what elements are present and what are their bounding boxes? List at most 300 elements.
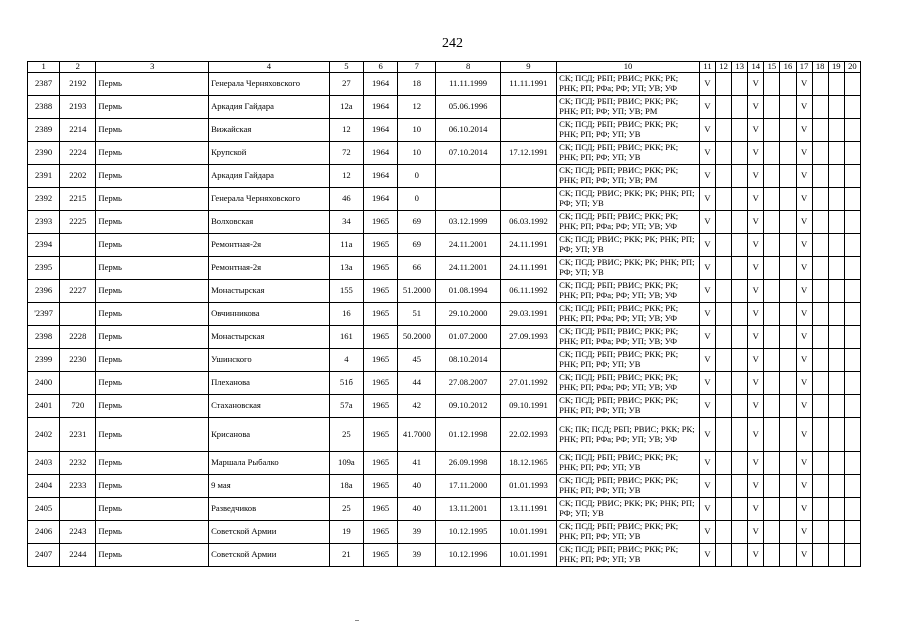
mark-cell-14: V [748, 188, 764, 211]
mark-cell-20 [844, 418, 860, 452]
street-cell: Аркадия Гайдара [209, 165, 330, 188]
mark-cell-13 [732, 395, 748, 418]
mark-cell-17: V [796, 234, 812, 257]
mark-cell-14: V [748, 142, 764, 165]
street-cell: Плеханова [209, 372, 330, 395]
city-cell: Пермь [96, 475, 209, 498]
city-cell: Пермь [96, 326, 209, 349]
street-cell: Монастырская [209, 280, 330, 303]
mark-cell-18 [812, 395, 828, 418]
date-1-cell [436, 165, 500, 188]
city-cell: Пермь [96, 544, 209, 567]
mark-cell-18 [812, 475, 828, 498]
column-7-cell: 50.2000 [398, 326, 436, 349]
year-cell: 1965 [363, 521, 397, 544]
column-header-20: 20 [844, 62, 860, 73]
mark-cell-20 [844, 521, 860, 544]
table-row [28, 475, 861, 498]
column-7-cell: 45 [398, 349, 436, 372]
house-number-cell: 51б [329, 372, 363, 395]
mark-cell-16 [780, 142, 796, 165]
mark-cell-11: V [699, 521, 715, 544]
column-header-19: 19 [828, 62, 844, 73]
mark-cell-16 [780, 165, 796, 188]
mark-cell-17: V [796, 119, 812, 142]
mark-cell-15 [764, 211, 780, 234]
mark-cell-14: V [748, 452, 764, 475]
mark-cell-15 [764, 188, 780, 211]
mark-cell-16 [780, 521, 796, 544]
mark-cell-16 [780, 498, 796, 521]
codes-cell: СК; ПСД; РВИС; РКК; РК; РНК; РП; РФ; УП; УВ [557, 234, 700, 257]
mark-cell-14: V [748, 475, 764, 498]
mark-cell-16 [780, 372, 796, 395]
mark-cell-20 [844, 119, 860, 142]
mark-cell-19 [828, 234, 844, 257]
column-7-cell: 44 [398, 372, 436, 395]
date-2-cell: 10.01.1991 [500, 521, 556, 544]
mark-cell-17: V [796, 280, 812, 303]
mark-cell-13 [732, 326, 748, 349]
street-cell: Крупской [209, 142, 330, 165]
codes-cell: СК; ПСД; РБП; РВИС; РКК; РК; РНК; РП; РФ; УП; УВ [557, 349, 700, 372]
row-number-cell: 2390 [28, 142, 60, 165]
codes-cell: СК; ПСД; РВИС; РКК; РК; РНК; РП; РФ; УП; УВ [557, 188, 700, 211]
column-7-cell: 10 [398, 119, 436, 142]
housing-register-table [27, 61, 861, 567]
mark-cell-16 [780, 234, 796, 257]
mark-cell-18 [812, 188, 828, 211]
mark-cell-17: V [796, 188, 812, 211]
id-cell: 2214 [60, 119, 96, 142]
id-cell: 2244 [60, 544, 96, 567]
mark-cell-11: V [699, 326, 715, 349]
mark-cell-15 [764, 418, 780, 452]
mark-cell-20 [844, 165, 860, 188]
date-1-cell: 06.10.2014 [436, 119, 500, 142]
date-1-cell: 08.10.2014 [436, 349, 500, 372]
date-1-cell: 01.08.1994 [436, 280, 500, 303]
mark-cell-15 [764, 303, 780, 326]
year-cell: 1965 [363, 452, 397, 475]
street-cell: Крисанова [209, 418, 330, 452]
mark-cell-11: V [699, 234, 715, 257]
mark-cell-15 [764, 142, 780, 165]
city-cell: Пермь [96, 395, 209, 418]
mark-cell-20 [844, 544, 860, 567]
mark-cell-12 [716, 418, 732, 452]
mark-cell-11: V [699, 257, 715, 280]
house-number-cell: 72 [329, 142, 363, 165]
mark-cell-11: V [699, 165, 715, 188]
date-2-cell [500, 188, 556, 211]
table-row [28, 211, 861, 234]
column-header-6: 6 [363, 62, 397, 73]
street-cell: Маршала Рыбалко [209, 452, 330, 475]
street-cell: Советской Армии [209, 544, 330, 567]
row-number-cell: 2394 [28, 234, 60, 257]
mark-cell-13 [732, 521, 748, 544]
mark-cell-15 [764, 521, 780, 544]
mark-cell-16 [780, 349, 796, 372]
mark-cell-14: V [748, 280, 764, 303]
mark-cell-18 [812, 521, 828, 544]
mark-cell-19 [828, 395, 844, 418]
mark-cell-13 [732, 303, 748, 326]
mark-cell-19 [828, 475, 844, 498]
mark-cell-13 [732, 188, 748, 211]
mark-cell-17: V [796, 452, 812, 475]
mark-cell-13 [732, 280, 748, 303]
id-cell: 2202 [60, 165, 96, 188]
column-7-cell: 0 [398, 188, 436, 211]
city-cell: Пермь [96, 452, 209, 475]
mark-cell-11: V [699, 544, 715, 567]
id-cell [60, 303, 96, 326]
street-cell: Генерала Черняховского [209, 188, 330, 211]
mark-cell-16 [780, 326, 796, 349]
date-1-cell: 01.07.2000 [436, 326, 500, 349]
mark-cell-13 [732, 372, 748, 395]
house-number-cell: 161 [329, 326, 363, 349]
mark-cell-17: V [796, 257, 812, 280]
date-2-cell: 10.01.1991 [500, 544, 556, 567]
mark-cell-20 [844, 475, 860, 498]
mark-cell-12 [716, 544, 732, 567]
mark-cell-15 [764, 395, 780, 418]
date-1-cell [436, 188, 500, 211]
mark-cell-19 [828, 119, 844, 142]
date-2-cell: 01.01.1993 [500, 475, 556, 498]
codes-cell: СК; ПСД; РБП; РВИС; РКК; РК; РНК; РП; РФа; РФ; УП; УВ; УФ [557, 280, 700, 303]
id-cell: 2230 [60, 349, 96, 372]
mark-cell-19 [828, 165, 844, 188]
codes-cell: СК; ПСД; РБП; РВИС; РКК; РК; РНК; РП; РФа; РФ; УП; УВ; УФ [557, 326, 700, 349]
city-cell: Пермь [96, 165, 209, 188]
mark-cell-18 [812, 211, 828, 234]
year-cell: 1965 [363, 372, 397, 395]
row-number-cell: 2392 [28, 188, 60, 211]
date-1-cell: 05.06.1996 [436, 96, 500, 119]
mark-cell-13 [732, 418, 748, 452]
mark-cell-19 [828, 73, 844, 96]
date-1-cell: 03.12.1999 [436, 211, 500, 234]
house-number-cell: 12 [329, 119, 363, 142]
mark-cell-13 [732, 475, 748, 498]
mark-cell-15 [764, 73, 780, 96]
date-2-cell [500, 96, 556, 119]
city-cell: Пермь [96, 280, 209, 303]
mark-cell-12 [716, 372, 732, 395]
row-number-cell: 2398 [28, 326, 60, 349]
codes-cell: СК; ПСД; РБП; РВИС; РКК; РК; РНК; РП; РФ; УП; УВ [557, 544, 700, 567]
row-number-cell: 2387 [28, 73, 60, 96]
mark-cell-15 [764, 234, 780, 257]
table-row [28, 257, 861, 280]
mark-cell-16 [780, 280, 796, 303]
mark-cell-19 [828, 211, 844, 234]
mark-cell-19 [828, 544, 844, 567]
date-1-cell: 24.11.2001 [436, 257, 500, 280]
id-cell [60, 234, 96, 257]
mark-cell-16 [780, 257, 796, 280]
street-cell: Разведчиков [209, 498, 330, 521]
mark-cell-12 [716, 521, 732, 544]
column-7-cell: 41.7000 [398, 418, 436, 452]
mark-cell-16 [780, 119, 796, 142]
mark-cell-16 [780, 395, 796, 418]
column-header-8: 8 [436, 62, 500, 73]
house-number-cell: 25 [329, 498, 363, 521]
mark-cell-19 [828, 303, 844, 326]
mark-cell-18 [812, 234, 828, 257]
date-2-cell [500, 165, 556, 188]
mark-cell-18 [812, 73, 828, 96]
mark-cell-20 [844, 73, 860, 96]
mark-cell-19 [828, 521, 844, 544]
mark-cell-18 [812, 498, 828, 521]
mark-cell-17: V [796, 521, 812, 544]
mark-cell-12 [716, 119, 732, 142]
codes-cell: СК; ПСД; РБП; РВИС; РКК; РК; РНК; РП; РФа; РФ; УП; УВ; УФ [557, 303, 700, 326]
mark-cell-13 [732, 211, 748, 234]
mark-cell-14: V [748, 395, 764, 418]
date-1-cell: 09.10.2012 [436, 395, 500, 418]
date-2-cell [500, 349, 556, 372]
year-cell: 1965 [363, 280, 397, 303]
column-header-2: 2 [60, 62, 96, 73]
column-7-cell: 40 [398, 498, 436, 521]
table-row [28, 418, 861, 452]
house-number-cell: 25 [329, 418, 363, 452]
mark-cell-14: V [748, 372, 764, 395]
year-cell: 1965 [363, 544, 397, 567]
mark-cell-18 [812, 372, 828, 395]
year-cell: 1965 [363, 257, 397, 280]
mark-cell-15 [764, 326, 780, 349]
table-row [28, 73, 861, 96]
house-number-cell: 11а [329, 234, 363, 257]
mark-cell-20 [844, 372, 860, 395]
house-number-cell: 21 [329, 544, 363, 567]
mark-cell-20 [844, 280, 860, 303]
year-cell: 1965 [363, 326, 397, 349]
city-cell: Пермь [96, 96, 209, 119]
mark-cell-20 [844, 452, 860, 475]
mark-cell-13 [732, 119, 748, 142]
column-7-cell: 10 [398, 142, 436, 165]
mark-cell-16 [780, 211, 796, 234]
mark-cell-19 [828, 96, 844, 119]
mark-cell-18 [812, 544, 828, 567]
column-7-cell: 51.2000 [398, 280, 436, 303]
table-row [28, 326, 861, 349]
row-number-cell: 2388 [28, 96, 60, 119]
mark-cell-17: V [796, 73, 812, 96]
row-number-cell: 2399 [28, 349, 60, 372]
page-number: 242 [442, 36, 463, 51]
mark-cell-18 [812, 142, 828, 165]
mark-cell-19 [828, 280, 844, 303]
date-1-cell: 26.09.1998 [436, 452, 500, 475]
mark-cell-20 [844, 349, 860, 372]
date-2-cell: 18.12.1965 [500, 452, 556, 475]
mark-cell-15 [764, 452, 780, 475]
year-cell: 1965 [363, 234, 397, 257]
codes-cell: СК; ПСД; РБП; РВИС; РКК; РК; РНК; РП; РФ; УП; УВ [557, 521, 700, 544]
year-cell: 1965 [363, 395, 397, 418]
date-2-cell: 06.11.1992 [500, 280, 556, 303]
table-row [28, 349, 861, 372]
mark-cell-12 [716, 142, 732, 165]
mark-cell-12 [716, 73, 732, 96]
mark-cell-13 [732, 73, 748, 96]
table-row [28, 165, 861, 188]
mark-cell-20 [844, 142, 860, 165]
mark-cell-11: V [699, 211, 715, 234]
table-row [28, 452, 861, 475]
codes-cell: СК; ПСД; РБП; РВИС; РКК; РК; РНК; РП; РФа; РФ; УП; УВ; УФ [557, 73, 700, 96]
mark-cell-11: V [699, 349, 715, 372]
id-cell [60, 498, 96, 521]
row-number-cell: 2407 [28, 544, 60, 567]
mark-cell-18 [812, 349, 828, 372]
street-cell: Ремонтная-2я [209, 234, 330, 257]
house-number-cell: 18а [329, 475, 363, 498]
mark-cell-12 [716, 280, 732, 303]
house-number-cell: 13а [329, 257, 363, 280]
mark-cell-18 [812, 257, 828, 280]
column-header-12: 12 [716, 62, 732, 73]
city-cell: Пермь [96, 349, 209, 372]
mark-cell-17: V [796, 395, 812, 418]
mark-cell-17: V [796, 96, 812, 119]
house-number-cell: 12а [329, 96, 363, 119]
year-cell: 1964 [363, 188, 397, 211]
codes-cell: СК; ПСД; РБП; РВИС; РКК; РК; РНК; РП; РФ; УП; УВ; РМ [557, 96, 700, 119]
street-cell: Аркадия Гайдара [209, 96, 330, 119]
mark-cell-15 [764, 372, 780, 395]
mark-cell-15 [764, 544, 780, 567]
city-cell: Пермь [96, 142, 209, 165]
date-2-cell: 17.12.1991 [500, 142, 556, 165]
codes-cell: СК; ПСД; РВИС; РКК; РК; РНК; РП; РФ; УП; УВ [557, 498, 700, 521]
street-cell: Овчинникова [209, 303, 330, 326]
mark-cell-14: V [748, 165, 764, 188]
mark-cell-19 [828, 257, 844, 280]
mark-cell-19 [828, 188, 844, 211]
mark-cell-16 [780, 303, 796, 326]
column-7-cell: 39 [398, 521, 436, 544]
mark-cell-12 [716, 349, 732, 372]
row-number-cell: 2393 [28, 211, 60, 234]
codes-cell: СК; ПСД; РБП; РВИС; РКК; РК; РНК; РП; РФ; УП; УВ [557, 119, 700, 142]
date-2-cell: 27.01.1992 [500, 372, 556, 395]
codes-cell: СК; ПК; ПСД; РБП; РВИС; РКК; РК; РНК; РП; РФа; РФ; УП; УВ; УФ [557, 418, 700, 452]
year-cell: 1964 [363, 73, 397, 96]
city-cell: Пермь [96, 234, 209, 257]
mark-cell-15 [764, 257, 780, 280]
column-7-cell: 18 [398, 73, 436, 96]
mark-cell-12 [716, 452, 732, 475]
city-cell: Пермь [96, 73, 209, 96]
id-cell: 2228 [60, 326, 96, 349]
mark-cell-19 [828, 326, 844, 349]
column-7-cell: 66 [398, 257, 436, 280]
mark-cell-18 [812, 303, 828, 326]
mark-cell-11: V [699, 303, 715, 326]
mark-cell-15 [764, 96, 780, 119]
date-1-cell: 27.08.2007 [436, 372, 500, 395]
date-1-cell: 13.11.2001 [436, 498, 500, 521]
mark-cell-20 [844, 188, 860, 211]
street-cell: Стахановская [209, 395, 330, 418]
year-cell: 1964 [363, 96, 397, 119]
codes-cell: СК; ПСД; РБП; РВИС; РКК; РК; РНК; РП; РФ; УП; УВ [557, 475, 700, 498]
row-number-cell: 2391 [28, 165, 60, 188]
mark-cell-11: V [699, 475, 715, 498]
row-number-cell: 2389 [28, 119, 60, 142]
mark-cell-16 [780, 96, 796, 119]
mark-cell-11: V [699, 188, 715, 211]
mark-cell-12 [716, 395, 732, 418]
mark-cell-12 [716, 165, 732, 188]
mark-cell-20 [844, 326, 860, 349]
year-cell: 1964 [363, 165, 397, 188]
column-7-cell: 39 [398, 544, 436, 567]
house-number-cell: 16 [329, 303, 363, 326]
year-cell: 1964 [363, 119, 397, 142]
mark-cell-11: V [699, 73, 715, 96]
id-cell [60, 257, 96, 280]
street-cell: 9 мая [209, 475, 330, 498]
street-cell: Генерала Черняховского [209, 73, 330, 96]
mark-cell-19 [828, 452, 844, 475]
id-cell: 2224 [60, 142, 96, 165]
city-cell: Пермь [96, 372, 209, 395]
street-cell: Вижайская [209, 119, 330, 142]
mark-cell-12 [716, 326, 732, 349]
city-cell: Пермь [96, 418, 209, 452]
mark-cell-14: V [748, 257, 764, 280]
mark-cell-14: V [748, 544, 764, 567]
column-header-17: 17 [796, 62, 812, 73]
mark-cell-17: V [796, 326, 812, 349]
mark-cell-13 [732, 498, 748, 521]
mark-cell-13 [732, 349, 748, 372]
city-cell: Пермь [96, 303, 209, 326]
mark-cell-12 [716, 257, 732, 280]
mark-cell-11: V [699, 119, 715, 142]
row-number-cell: 2406 [28, 521, 60, 544]
mark-cell-17: V [796, 544, 812, 567]
mark-cell-14: V [748, 521, 764, 544]
date-2-cell: 24.11.1991 [500, 257, 556, 280]
house-number-cell: 4 [329, 349, 363, 372]
table-row [28, 234, 861, 257]
mark-cell-16 [780, 452, 796, 475]
mark-cell-17: V [796, 303, 812, 326]
street-cell: Советской Армии [209, 521, 330, 544]
mark-cell-13 [732, 452, 748, 475]
date-1-cell: 11.11.1999 [436, 73, 500, 96]
mark-cell-12 [716, 498, 732, 521]
mark-cell-12 [716, 211, 732, 234]
mark-cell-19 [828, 142, 844, 165]
mark-cell-16 [780, 544, 796, 567]
date-2-cell: 06.03.1992 [500, 211, 556, 234]
column-header-10: 10 [557, 62, 700, 73]
